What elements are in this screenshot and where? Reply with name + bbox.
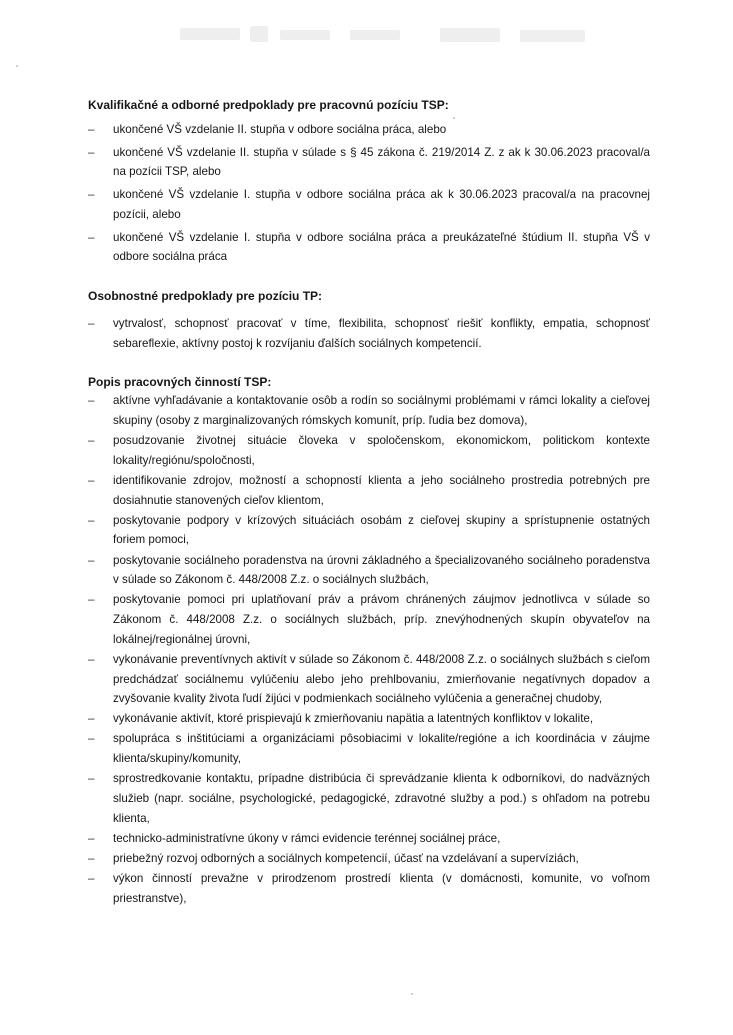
dash-bullet: – xyxy=(88,123,95,136)
section-personal-requirements xyxy=(88,287,650,353)
dash-bullet: – xyxy=(88,473,95,487)
section-job-description xyxy=(88,373,650,908)
personal-requirements-list xyxy=(88,314,650,353)
dash-bullet: – xyxy=(88,394,95,408)
dash-bullet: – xyxy=(88,553,95,567)
dash-bullet: – xyxy=(88,851,95,865)
list-item: – ukončené VŠ vzdelanie I. stupňa v odbore sociálna práca ak k 30.06.2023 pracoval/a na pracovnej pozícii, alebo xyxy=(88,185,650,224)
dash-bullet: – xyxy=(88,712,95,726)
list-item: – posudzovanie životnej situácie človeka v spoločenskom, ekonomickom, politickom kontexte lokality/regiónu/spoločnosti, xyxy=(88,431,650,470)
dash-bullet: – xyxy=(88,772,95,786)
dash-bullet: – xyxy=(88,652,95,666)
list-item: – vykonávanie preventívnych aktivít v súlade so Zákonom č. 448/2008 Z.z. o sociálnych službách s cieľom predchádzať sociálnemu vylúčeniu alebo jeho prehlbovaniu, zmierňovanie negatívnych dopadov a zvyšovanie kvality života ľudí žijúci v podmienkach sociálneho vylúčenia a generačnej chudoby, xyxy=(88,650,650,709)
list-item: – identifikovanie zdrojov, možností a schopností klienta a jeho sociálneho prostredia potrebných pre dosiahnutie stanovených cieľov klientom, xyxy=(88,471,650,510)
letterhead-showthrough xyxy=(180,22,590,62)
qualifications-list xyxy=(88,120,650,267)
dash-bullet: – xyxy=(88,871,95,885)
list-item: – aktívne vyhľadávanie a kontaktovanie osôb a rodín so sociálnymi problémami v rámci lokality a cieľovej skupiny (osoby z marginalizovaných rómskych komunít, príp. ľudia bez domova), xyxy=(88,391,650,430)
scan-speck xyxy=(16,65,18,67)
list-item: – ukončené VŠ vzdelanie II. stupňa v súlade s § 45 zákona č. 219/2014 Z. z ak k 30.06.2023 pracoval/a na pozícii TSP, alebo xyxy=(88,143,650,182)
list-item: – spolupráca s inštitúciami a organizáciami pôsobiacimi v lokalite/regióne a ich koordinácia v záujme klienta/skupiny/komunity, xyxy=(88,729,650,768)
scan-speck xyxy=(411,993,413,995)
document-body xyxy=(88,96,650,909)
list-item: – poskytovanie podpory v krízových situáciách osobám z cieľovej skupiny a sprístupnenie ostatných foriem pomoci, xyxy=(88,511,650,550)
section-qualifications xyxy=(88,96,650,267)
list-item: – ukončené VŠ vzdelanie I. stupňa v odbore sociálna práca a preukázateľné štúdium II. stupňa VŠ v odbore sociálna práca xyxy=(88,228,650,267)
section-heading: Popis pracovných činností TSP: xyxy=(88,375,272,390)
list-item: – poskytovanie sociálneho poradenstva na úrovni základného a špecializovaného sociálneho poradenstva v súlade so Zákonom č. 448/2008 Z.z. o sociálnych službách, xyxy=(88,551,650,590)
section-heading: Osobnostné predpoklady pre pozíciu TP: xyxy=(88,288,323,303)
dash-bullet: – xyxy=(88,732,95,746)
list-item: – vytrvalosť, schopnosť pracovať v tíme, flexibilita, schopnosť riešiť konflikty, empatia, schopnosť sebareflexie, aktívny postoj k rozvíjaniu ďalších sociálnych kompetencií. xyxy=(88,314,650,353)
dash-bullet: – xyxy=(88,145,95,159)
list-item: – sprostredkovanie kontaktu, prípadne distribúcia či sprevádzanie klienta k odborníkovi, do nadväzných služieb (napr. sociálne, psychologické, pedagogické, zdravotné služby a pod.) s ohľadom na potrebu klienta, xyxy=(88,769,650,828)
list-item: – technicko-administratívne úkony v rámci evidencie terénnej sociálnej práce, xyxy=(88,829,650,849)
dash-bullet: – xyxy=(88,831,95,845)
list-item: – priebežný rozvoj odborných a sociálnych kompetencií, účasť na vzdelávaní a supervíziách, xyxy=(88,849,650,869)
list-item: – ukončené VŠ vzdelanie II. stupňa v odbore sociálna práca, alebo xyxy=(88,120,650,140)
list-item: – poskytovanie pomoci pri uplatňovaní práv a právom chránených záujmov jednotlivca v súlade so Zákonom č. 448/2008 Z.z. o sociálnych službách, príp. znevýhodnených skupín obyvateľov na lokálnej/regionálnej úrovni, xyxy=(88,590,650,649)
dash-bullet: – xyxy=(88,188,95,202)
dash-bullet: – xyxy=(88,316,95,330)
section-heading: Kvalifikačné a odborné predpoklady pre pracovnú pozíciu TSP: xyxy=(88,98,449,112)
dash-bullet: – xyxy=(88,513,95,527)
list-item: – vykonávanie aktivít, ktoré prispievajú k zmierňovaniu napätia a latentných konfliktov v lokalite, xyxy=(88,709,650,729)
dash-bullet: – xyxy=(88,230,95,244)
list-item: – výkon činností prevažne v prirodzenom prostredí klienta (v domácnosti, komunite, vo voľnom priestranstve), xyxy=(88,869,650,908)
job-activities-list xyxy=(88,391,650,908)
dash-bullet: – xyxy=(88,593,95,607)
dash-bullet: – xyxy=(88,434,95,448)
